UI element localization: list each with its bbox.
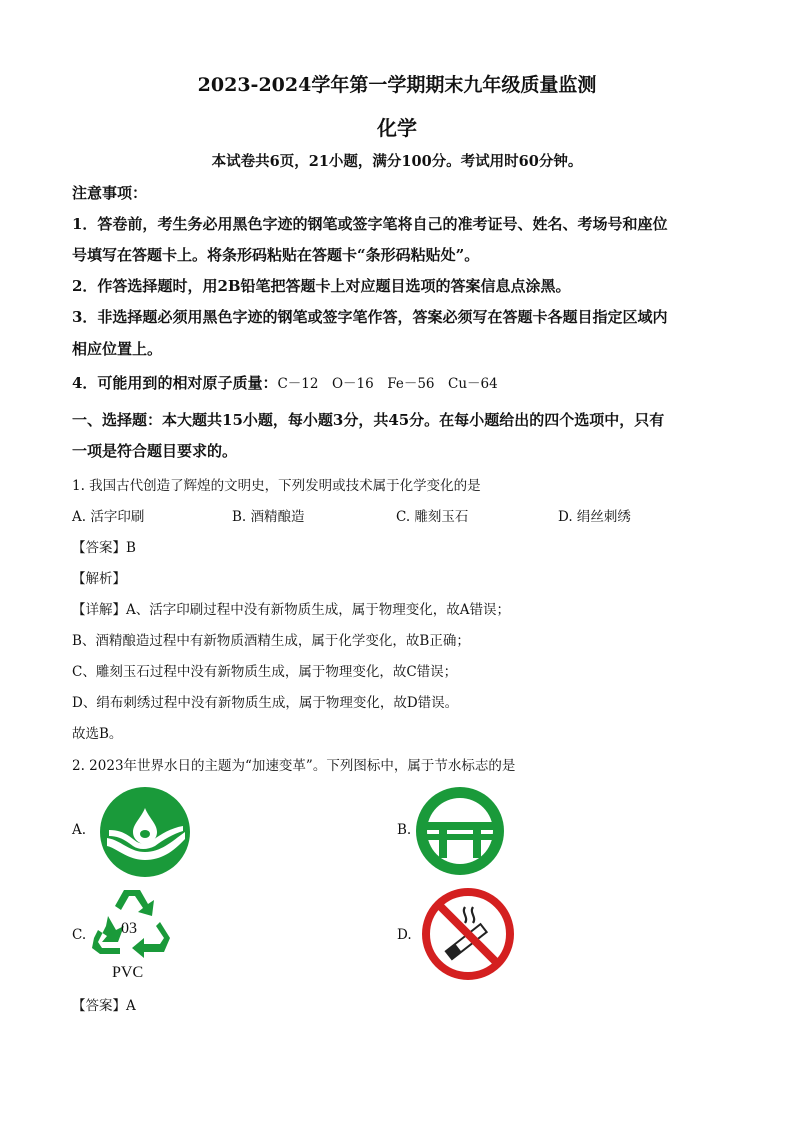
q1-detail-3: C、雕刻玉石过程中没有新物质生成，属于物理变化，故C错误；	[72, 664, 458, 680]
no-smoking-icon	[421, 887, 515, 981]
q2-label-c: C.	[72, 927, 87, 943]
note-item-1a: 1．答卷前，考生务必用黑色字迹的钢笔或签字笔将自己的准考证号、姓名、考场号和座位	[72, 215, 668, 233]
q2-label-b: B.	[397, 822, 412, 838]
note-item-4-label: 4．可能用到的相对原子质量：	[72, 374, 278, 392]
note-item-1b: 号填写在答题卡上。将条形码粘贴在答题卡“条形码粘贴处”。	[72, 246, 480, 264]
q1-answer: 【答案】B	[72, 540, 136, 556]
q2-label-a: A.	[72, 822, 87, 838]
notes-heading: 注意事项：	[72, 184, 148, 202]
section-1-line-a: 一、选择题：本大题共15小题，每小题3分，共45分。在每小题给出的四个选项中，只有	[72, 411, 665, 429]
note-item-4	[72, 372, 498, 393]
exam-title: 2023-2024学年第一学期期末九年级质量监测	[197, 74, 597, 96]
q2-answer: 【答案】A	[72, 998, 136, 1014]
subject-title: 化学	[377, 116, 417, 140]
q1-analysis: 【解析】	[72, 571, 126, 587]
recycle-code: 03	[121, 920, 137, 937]
water-saving-icon	[99, 786, 191, 878]
q1-option-d: D. 绢丝刺绣	[558, 509, 631, 525]
q1-conclusion: 故选B。	[72, 726, 123, 742]
exam-info: 本试卷共6页，21小题，满分100分。考试用时60分钟。	[211, 153, 583, 170]
q1-detail-2: B、酒精酿造过程中有新物质酒精生成，属于化学变化，故B正确；	[72, 633, 470, 649]
q2-label-d: D.	[397, 927, 412, 943]
recycle-material: PVC	[112, 964, 144, 981]
section-1-line-b: 一项是符合题目要求的。	[72, 442, 238, 460]
q1-stem: 1. 我国古代创造了辉煌的文明史，下列发明或技术属于化学变化的是	[72, 478, 481, 494]
note-item-3b: 相应位置上。	[72, 340, 163, 358]
q1-option-b: B. 酒精酿造	[232, 509, 305, 525]
q2-stem: 2. 2023年世界水日的主题为“加速变革”。下列图标中，属于节水标志的是	[72, 758, 516, 774]
q1-detail-4: D、绢布刺绣过程中没有新物质生成，属于物理变化，故D错误。	[72, 695, 459, 711]
atomic-masses: C－12 O－16 Fe－56 Cu－64	[277, 376, 498, 392]
q1-detail-1: 【详解】A、活字印刷过程中没有新物质生成，属于物理变化，故A错误；	[72, 602, 510, 618]
note-item-3a: 3．非选择题必须用黑色字迹的钢笔或签字笔作答，答案必须写在答题卡各题目指定区域内	[72, 308, 668, 326]
q1-option-a: A. 活字印刷	[72, 509, 145, 525]
green-emblem-icon	[415, 786, 505, 876]
q1-option-c: C. 雕刻玉石	[396, 509, 469, 525]
note-item-2: 2．作答选择题时，用2B铅笔把答题卡上对应题目选项的答案信息点涂黑。	[72, 277, 571, 295]
